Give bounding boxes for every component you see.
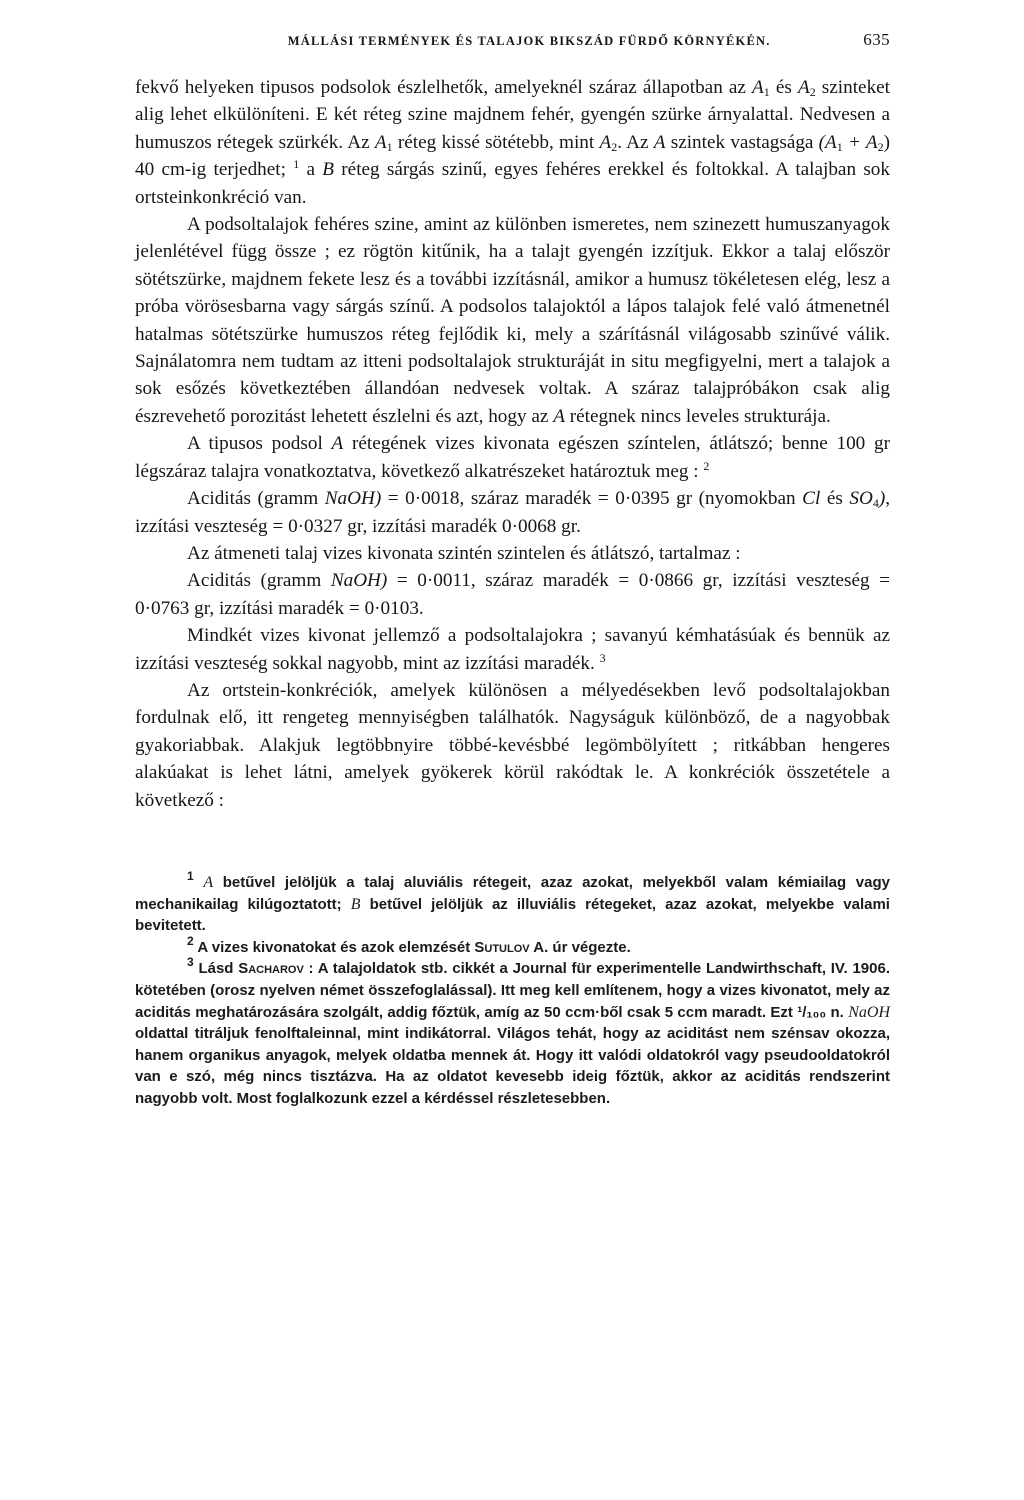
paragraph-6: Az ortstein-konkréciók, amelyek különösen a mélyedésekben levő podsoltalajokban fordulnak elő, itt rengeteg mennyiségben találhatók. Nagyságuk különböző, de a nagyobbak gyakoriabbak. Alakjuk legtöbbnyire többé-kevésbbé legömbölyített ; ritkábban hengeres alakúakat is lehet látni, amelyek gyökerek körül rakódtak le. A konkréciók összetétele a következő : — [135, 679, 890, 811]
body-text — [135, 74, 890, 814]
paragraph-5: Mindkét vizes kivonat jellemző a podsoltalajokra ; savanyú kémhatásúak és bennük az izzítási veszteség sokkal nagyobb, mint az izzítási maradék. $^3$ — [135, 625, 890, 674]
paragraph-1: fekvő helyeken tipusos podsolok észlelhetők, amelyeknél száraz állapotban az $A_1$ és $A_2$ szinteket alig lehet elkülöníteni. E két réteg szine majdnem fehér, gyengén szürke árnyalattal. Nedvesen a humuszos rétegek szürkék. Az $A_1$ réteg kissé sötétebb, mint $A_2$. Az A szintek vastagsága $(A_1 + A_2)$ 40 cm-ig terjedhet; $^1$ a B réteg sárgás szinű, egyes fehéres erekkel és foltokkal. A talajban sok ortsteinkonkréció van. — [135, 77, 891, 208]
document-page — [135, 30, 890, 814]
footnote-1: $^1$ A betűvel jelöljük a talaj aluviális rétegeit, azaz azokat, melyekből valam kémiailag vagy mechanikailag kilúgoztatott; B betűvel jelöljük az illuviális rétegeket, azaz azokat, melyekbe valami bevitetett. — [135, 869, 890, 935]
page-number: 635 — [863, 30, 890, 49]
paragraph-2: A podsoltalajok fehéres szine, amint az különben ismeretes, nem szinezett humuszanyagok jelenlétével függ össze ; ez rögtön kitűnik, ha a talajt gyengén izzítjuk. Ekkor a talaj először sötétszürke, majdnem fekete lesz és a további izzításnál, amikor a humusz tökéletesen elég, lesz a próba vörösesbarna vagy sárgás színű. A podsolos talajoktól a lápos talajok felé való átmenetnél hatalmas sötétszürke humuszos réteg fejlődik ki, mely a szárításnál világosabb szinűvé válik. Sajnálatomra nem tudtam az itteni podsoltalajok strukturáját in situ megfigyelni, mert a talajok a sok esőzés következtében állandóan nedvesek voltak. A száraz talajpróbákon csak alig észrevehető porozitást lehetett észlelni és azt, hogy az A rétegnek nincs leveles strukturája. — [135, 214, 890, 427]
running-title: MÁLLÁSI TERMÉNYEK ÉS TALAJOK BIKSZÁD FÜRDŐ KÖRNYÉKÉN. — [287, 34, 771, 48]
footnote-ref-2: 2 — [703, 458, 710, 473]
footnote-ref-3: 3 — [599, 650, 606, 665]
result-line-1: Aciditás (gramm NaOH) = 0·0018, száraz maradék = 0·0395 gr (nyomokban Cl és $SO_4$), izzítási veszteség = 0·0327 gr, izzítási maradék 0·0068 gr. — [135, 488, 890, 537]
footnotes — [135, 869, 890, 1110]
paragraph-4: Az átmeneti talaj vizes kivonata szintén szintelen és átlátszó, tartalmaz : — [187, 542, 741, 564]
running-header — [135, 30, 890, 54]
result-line-2: Aciditás (gramm NaOH) = 0·0011, száraz maradék = 0·0866 gr, izzítási veszteség = 0·0763 gr, izzítási maradék = 0·0103. — [135, 570, 891, 619]
footnote-2: $^2$ A vizes kivonatokat és azok elemzését Sutulov A. úr végezte. — [187, 933, 631, 956]
paragraph-3: A tipusos podsol A rétegének vizes kivonata egészen színtelen, átlátszó; benne 100 gr légszáraz talajra vonatkoztatva, következő alkatrészeket határoztuk meg : $^2$ — [135, 433, 890, 482]
footnote-3: $^3$ Lásd Sacharov : A talajoldatok stb. cikkét a Journal für experimentelle Landwirthschaft, IV. 1906. kötetében (orosz nyelven német összefoglalással). Itt meg kell említenem, hogy a vizes kivonatot, mely az aciditás meghatározására szolgált, addig főztük, amíg az 50 ccm·ből csak 5 ccm maradt. Ezt ¹/₁₀₀ n. NaOH oldattal titráljuk fenolftaleinnal, mint indikátorral. Világos tehát, hogy az aciditást nem szénsav okozza, hanem organikus anyagok, melyek oldatba mennek át. Hogy itt valódi oldatokról vagy pseudooldatokról van e szó, még nincs tisztázva. Ha az oldatot kevesebb ideig főztük, akkor az aciditás rendszerint nagyobb volt. Most foglalkozunk ezzel a kérdéssel részletesebben. — [135, 955, 890, 1107]
footnote-ref-1: 1 — [293, 157, 300, 172]
